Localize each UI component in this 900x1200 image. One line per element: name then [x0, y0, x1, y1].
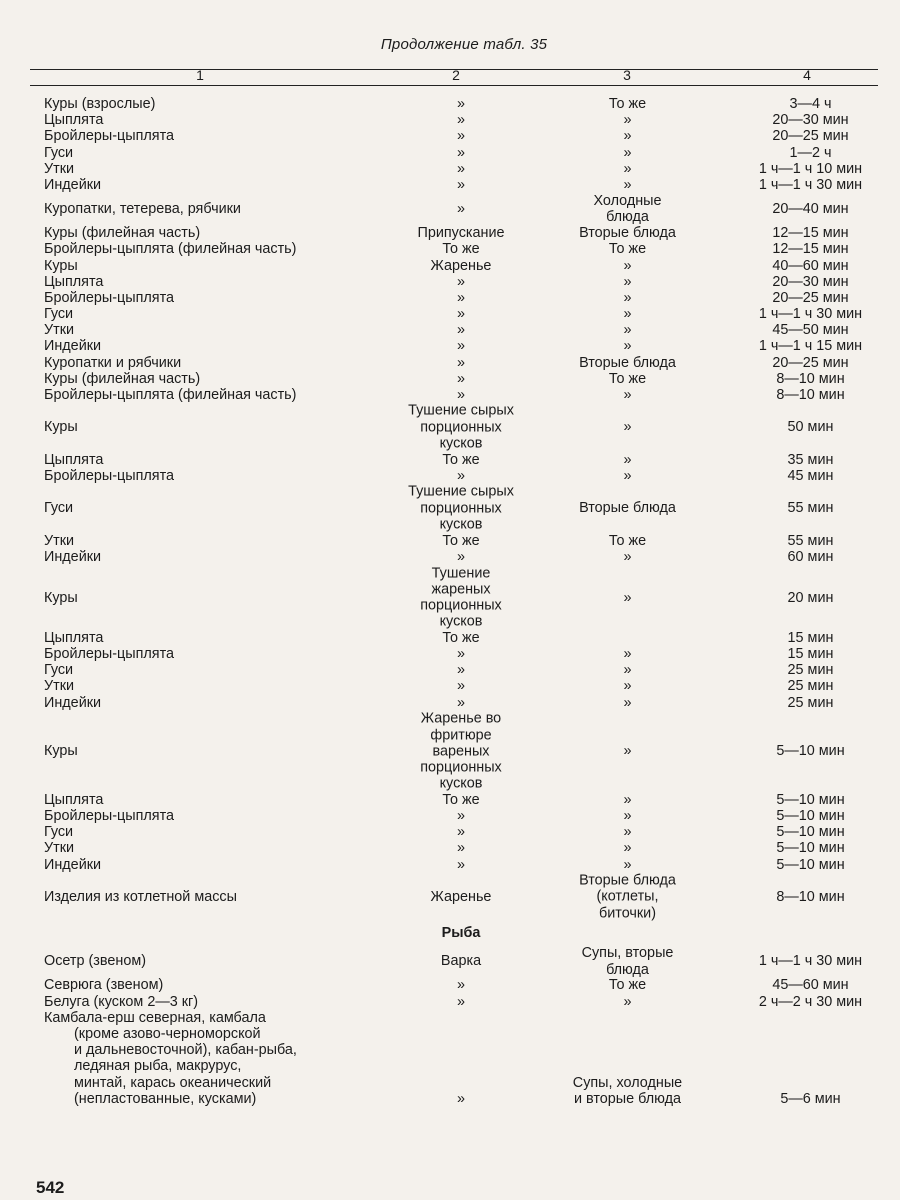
cell-col-4: 45—60 мин: [772, 977, 849, 994]
table-row: [0, 549, 900, 565]
cell-col-2: »: [456, 370, 465, 387]
cell-col-4: 15 мин: [787, 629, 834, 646]
table-row: [0, 678, 900, 694]
column-header-2: 2: [452, 67, 460, 83]
table-row: [0, 840, 900, 856]
cell-col-4: 8—10 мин: [776, 387, 845, 403]
cell-col-3: То же: [608, 370, 647, 387]
cell-col-3: »: [623, 322, 632, 339]
kambala-line: (непластованные, кусками): [74, 1090, 257, 1107]
cell-col-2: Жаренье во фритюре вареных порционных кусков: [420, 710, 502, 792]
cell-col-4: 1—2 ч: [789, 144, 832, 161]
cell-col-3: »: [623, 112, 632, 129]
cell-col-1: Цыплята: [44, 629, 104, 646]
cell-col-4: 50 мин: [787, 419, 834, 436]
cell-col-3: »: [623, 306, 632, 323]
table-row: [0, 112, 900, 128]
table-row: [0, 646, 900, 662]
cell-col-3: »: [623, 808, 632, 825]
cell-col-1: Куропатки, тетерева, рябчики: [44, 201, 241, 218]
table-row: [0, 484, 900, 533]
cell-col-3: »: [623, 176, 632, 193]
cell-col-3: »: [623, 856, 632, 873]
table-row: [0, 994, 900, 1010]
cell-col-1: Индейки: [44, 176, 102, 193]
cell-col-4: 5—10 мин: [776, 840, 845, 857]
cell-col-4: 5—10 мин: [776, 808, 845, 825]
cell-col-3: »: [623, 662, 632, 679]
cell-col-1: Белуга (куском 2—3 кг): [44, 993, 199, 1010]
cell-col-3: »: [623, 694, 632, 711]
cell-col-1: Индейки: [44, 548, 102, 565]
cell-col-4: 5—10 мин: [776, 824, 845, 841]
cell-col-1: Куры: [44, 589, 78, 606]
cell-col-3: Холодные блюда: [593, 192, 662, 226]
cell-col-1: Цыплята: [44, 791, 104, 808]
cell-col-1: Гуси: [44, 824, 74, 841]
cell-col-3: То же: [608, 977, 647, 994]
cell-col-3: »: [623, 548, 632, 565]
kambala-first-line: Камбала-ерш северная, камбала: [44, 1009, 266, 1026]
table-row: [0, 96, 900, 112]
cell-col-1: Изделия из котлетной массы: [44, 888, 237, 905]
cell-col-4: 20—30 мин: [772, 112, 849, 129]
table-row: [0, 241, 900, 257]
table-row: [0, 977, 900, 993]
kambala-line: и дальневосточной), кабан-рыба,: [74, 1042, 297, 1059]
header-bottom-rule: [30, 85, 878, 86]
cell-col-3: Вторые блюда: [579, 225, 676, 242]
cell-col-2: »: [456, 1090, 465, 1107]
cell-col-4: 25 мин: [787, 678, 834, 695]
cell-col-1: Осетр (звеном): [44, 953, 147, 970]
kambala-line: ледяная рыба, макрурус,: [74, 1058, 242, 1075]
cell-col-4: 60 мин: [787, 548, 834, 565]
cell-col-2: Варка: [440, 953, 482, 970]
cell-col-2: »: [456, 646, 465, 663]
cell-col-2: »: [456, 824, 465, 841]
cell-col-2: »: [456, 128, 465, 145]
cell-col-2: То же: [442, 241, 480, 258]
table-row: [0, 225, 900, 241]
cell-col-2: »: [456, 548, 465, 565]
cell-col-2: »: [456, 338, 465, 355]
cell-col-4: 1 ч—1 ч 15 мин: [758, 338, 863, 355]
table-row: [0, 403, 900, 452]
cell-col-3: Супы, холодные и вторые блюда: [572, 1074, 683, 1107]
cell-col-1: Бройлеры-цыплята (филейная часть): [44, 241, 297, 258]
cell-col-3: Вторые блюда: [579, 500, 676, 517]
cell-col-1: Гуси: [44, 306, 74, 323]
cell-col-4: 5—10 мин: [776, 743, 845, 760]
cell-col-3: »: [623, 840, 632, 857]
cell-col-1: Бройлеры-цыплята: [44, 128, 175, 145]
table-row: [0, 808, 900, 824]
cell-col-2: То же: [442, 629, 480, 646]
cell-col-4: 8—10 мин: [776, 370, 845, 387]
cell-col-4: 3—4 ч: [789, 96, 832, 112]
table-caption: Продолжение табл. 35: [380, 36, 548, 53]
cell-col-1: Куры (филейная часть): [44, 370, 201, 387]
cell-col-3: »: [623, 589, 632, 606]
table-row: [0, 274, 900, 290]
table-row: [0, 290, 900, 306]
cell-col-1: Утки: [44, 160, 75, 177]
cell-col-3: »: [623, 128, 632, 145]
kambala-line: (кроме азово-черноморской: [74, 1025, 261, 1042]
table-row: [0, 630, 900, 646]
cell-col-1: Куры (филейная часть): [44, 225, 201, 242]
cell-col-4: 45 мин: [787, 467, 834, 484]
table-row: [0, 177, 900, 193]
cell-col-2: То же: [442, 791, 480, 808]
table-row: [0, 468, 900, 484]
cell-col-3: »: [623, 451, 632, 468]
cell-col-3: »: [623, 160, 632, 177]
cell-col-2: »: [456, 662, 465, 679]
cell-col-4: 20—40 мин: [772, 201, 849, 218]
cell-col-1: Гуси: [44, 144, 74, 161]
cell-col-3: То же: [608, 96, 647, 112]
cell-col-1: Гуси: [44, 500, 74, 517]
cell-col-3: »: [623, 646, 632, 663]
cell-col-3: »: [623, 289, 632, 306]
cell-col-1: [44, 1010, 364, 1107]
cell-col-1: Бройлеры-цыплята: [44, 467, 175, 484]
cell-col-4: 45—50 мин: [772, 322, 849, 339]
cell-col-3: Вторые блюда (котлеты, биточки): [579, 872, 676, 922]
cell-col-1: Цыплята: [44, 273, 104, 290]
cell-col-3: Супы, вторые блюда: [581, 945, 674, 978]
cell-col-3: »: [623, 467, 632, 484]
table-row: [0, 193, 900, 225]
table-row: [0, 945, 900, 977]
cell-col-2: »: [456, 467, 465, 484]
cell-col-1: Утки: [44, 840, 75, 857]
cell-col-4: 1 ч—1 ч 30 мин: [758, 953, 863, 970]
cell-col-1: Севрюга (звеном): [44, 977, 164, 994]
cell-col-2: »: [456, 856, 465, 873]
cell-col-4: 12—15 мин: [772, 241, 849, 258]
table-row: [0, 533, 900, 549]
cell-col-3: Вторые блюда: [579, 354, 676, 371]
page-number: 542: [36, 1178, 65, 1197]
cell-col-4: 20—25 мин: [772, 128, 849, 145]
cell-col-2: »: [456, 387, 465, 403]
cell-col-1: Цыплята: [44, 451, 104, 468]
cell-col-2: Тушение жареных порционных кусков: [420, 565, 502, 630]
table-row: [0, 145, 900, 161]
table-row: [0, 258, 900, 274]
table-row: [0, 565, 900, 630]
cell-col-1: Цыплята: [44, 112, 104, 129]
cell-col-2: »: [456, 160, 465, 177]
table-row: [0, 306, 900, 322]
cell-col-1: Бройлеры-цыплята (филейная часть): [44, 387, 297, 403]
cell-col-1: Индейки: [44, 338, 102, 355]
cell-col-4: 40—60 мин: [772, 257, 849, 274]
cell-col-2: Жаренье: [430, 888, 492, 905]
table-row: [0, 128, 900, 144]
cell-col-2: »: [456, 808, 465, 825]
cell-col-1: Бройлеры-цыплята: [44, 289, 175, 306]
cell-col-4: 1 ч—1 ч 10 мин: [758, 160, 863, 177]
cell-col-3: То же: [608, 532, 647, 549]
cell-col-4: 8—10 мин: [776, 888, 845, 905]
cell-col-2: Тушение сырых порционных кусков: [408, 484, 514, 533]
cell-col-2: »: [456, 144, 465, 161]
table-row: [0, 387, 900, 403]
cell-col-3: »: [623, 824, 632, 841]
cell-col-1: Гуси: [44, 662, 74, 679]
kambala-line: минтай, карась океанический: [74, 1074, 272, 1091]
cell-col-4: 12—15 мин: [772, 225, 849, 242]
cell-col-1: Куры: [44, 419, 78, 436]
column-header-3: 3: [623, 67, 631, 83]
cell-col-2: »: [456, 977, 465, 994]
cell-col-2: »: [456, 322, 465, 339]
cell-col-1: Индейки: [44, 856, 102, 873]
cooking-time-table: [0, 96, 900, 1107]
cell-col-4: 25 мин: [787, 662, 834, 679]
cell-col-4: 25 мин: [787, 694, 834, 711]
cell-col-4: 5—6 мин: [780, 1090, 841, 1107]
cell-col-4: 35 мин: [787, 451, 834, 468]
cell-col-2: То же: [442, 532, 480, 549]
table-row: [0, 873, 900, 922]
cell-col-1: Утки: [44, 322, 75, 339]
cell-col-2: »: [456, 678, 465, 695]
cell-col-3: »: [623, 338, 632, 355]
table-row: [0, 355, 900, 371]
cell-col-1: Утки: [44, 678, 75, 695]
cell-col-3: »: [623, 144, 632, 161]
table-row: [0, 792, 900, 808]
cell-col-4: 1 ч—1 ч 30 мин: [758, 176, 863, 193]
cell-col-2: »: [456, 96, 465, 112]
cell-col-4: 55 мин: [787, 500, 834, 517]
cell-col-3: »: [623, 419, 632, 436]
cell-col-1: Бройлеры-цыплята: [44, 646, 175, 663]
cell-col-2: »: [456, 840, 465, 857]
cell-col-2: Жаренье: [430, 257, 492, 274]
cell-col-2: »: [456, 694, 465, 711]
table-row: [0, 452, 900, 468]
cell-col-4: 2 ч—2 ч 30 мин: [758, 993, 863, 1010]
cell-col-3: »: [623, 791, 632, 808]
cell-col-1: Куропатки и рябчики: [44, 354, 182, 371]
cell-col-1: Куры (взрослые): [44, 96, 156, 112]
cell-col-4: 20—30 мин: [772, 273, 849, 290]
table-row: [0, 695, 900, 711]
cell-col-3: »: [623, 993, 632, 1010]
table-row: [0, 857, 900, 873]
cell-col-4: 55 мин: [787, 532, 834, 549]
cell-col-2: »: [456, 201, 465, 218]
table-row: [0, 711, 900, 792]
cell-col-4: 5—10 мин: [776, 791, 845, 808]
cell-col-2: »: [456, 176, 465, 193]
column-header-4: 4: [803, 67, 811, 83]
table-row: [0, 322, 900, 338]
cell-col-3: »: [623, 257, 632, 274]
column-header-1: 1: [196, 67, 204, 83]
cell-col-3: То же: [608, 241, 647, 258]
section-heading-fish: [0, 921, 900, 945]
table-row: [0, 371, 900, 387]
table-row: [0, 824, 900, 840]
cell-col-1: Утки: [44, 532, 75, 549]
cell-col-3: »: [623, 743, 632, 760]
cell-col-2: »: [456, 289, 465, 306]
cell-col-4: 15 мин: [787, 646, 834, 663]
cell-col-1: Индейки: [44, 694, 102, 711]
cell-col-3: »: [623, 387, 632, 403]
cell-col-4: 20 мин: [787, 589, 834, 606]
cell-col-2: »: [456, 273, 465, 290]
cell-col-2: Тушение сырых порционных кусков: [408, 403, 514, 452]
cell-col-3: »: [623, 678, 632, 695]
table-row: [0, 338, 900, 354]
cell-col-4: 1 ч—1 ч 30 мин: [758, 306, 863, 323]
cell-col-2: »: [456, 354, 465, 371]
table-row: [0, 1010, 900, 1107]
cell-col-1: Куры: [44, 257, 78, 274]
table-row: [0, 662, 900, 678]
cell-col-2: Припускание: [417, 225, 505, 242]
table-row: [0, 161, 900, 177]
cell-col-1: Куры: [44, 743, 78, 760]
section-heading-text: Рыба: [441, 925, 481, 942]
cell-col-2: »: [456, 306, 465, 323]
cell-col-2: »: [456, 993, 465, 1010]
cell-col-3: »: [623, 273, 632, 290]
cell-col-4: 5—10 мин: [776, 856, 845, 873]
cell-col-1: Бройлеры-цыплята: [44, 808, 175, 825]
cell-col-2: То же: [442, 451, 480, 468]
cell-col-2: »: [456, 112, 465, 129]
cell-col-4: 20—25 мин: [772, 289, 849, 306]
cell-col-4: 20—25 мин: [772, 354, 849, 371]
